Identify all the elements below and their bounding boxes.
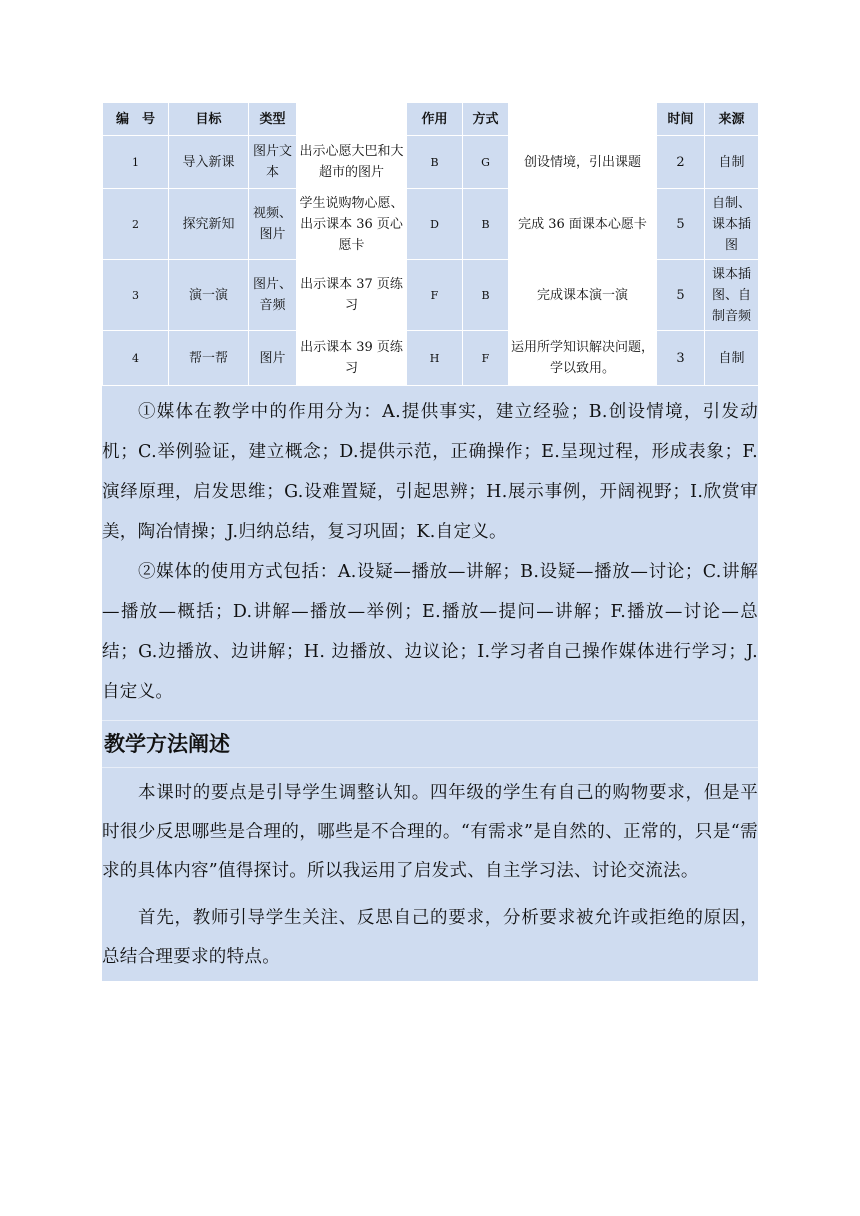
- cell-source: 自制、课本插图: [705, 189, 759, 260]
- cell-activity: 运用所学知识解决问题，学以致用。: [509, 331, 657, 386]
- table-row: [103, 189, 759, 260]
- cell-number: 3: [103, 260, 169, 331]
- cell-type: 图片文本: [249, 136, 297, 189]
- header-number: 编 号: [103, 103, 169, 136]
- header-role: 作用: [407, 103, 463, 136]
- cell-method: B: [463, 260, 509, 331]
- header-goal: 目标: [169, 103, 249, 136]
- cell-goal: 探究新知: [169, 189, 249, 260]
- table-row: [103, 331, 759, 386]
- cell-number: 1: [103, 136, 169, 189]
- cell-role: D: [407, 189, 463, 260]
- cell-time: 2: [657, 136, 705, 189]
- cell-method: G: [463, 136, 509, 189]
- header-activity: [509, 103, 657, 136]
- cell-type: 图片: [249, 331, 297, 386]
- cell-goal: 演一演: [169, 260, 249, 331]
- document-sheet: [102, 102, 758, 981]
- media-table: [102, 102, 759, 386]
- cell-activity: 完成 36 面课本心愿卡: [509, 189, 657, 260]
- cell-role: B: [407, 136, 463, 189]
- cell-time: 5: [657, 189, 705, 260]
- cell-method: F: [463, 331, 509, 386]
- header-content: [297, 103, 407, 136]
- cell-goal: 帮一帮: [169, 331, 249, 386]
- cell-time: 3: [657, 331, 705, 386]
- methods-paragraph: 首先，教师引导学生关注、反思自己的要求，分析要求被允许或拒绝的原因，总结合理要求的特点。: [102, 908, 758, 967]
- header-source: 来源: [705, 103, 759, 136]
- header-type: 类型: [249, 103, 297, 136]
- table-row: [103, 136, 759, 189]
- table-row: [103, 260, 759, 331]
- cell-source: 课本插图、自制音频: [705, 260, 759, 331]
- cell-content: 出示课本 37 页练习: [297, 260, 407, 331]
- cell-number: 2: [103, 189, 169, 260]
- cell-role: H: [407, 331, 463, 386]
- methods-body: [102, 768, 758, 981]
- cell-activity: 完成课本演一演: [509, 260, 657, 331]
- header-method: 方式: [463, 103, 509, 136]
- methods-paragraph: 本课时的要点是引导学生调整认知。四年级的学生有自己的购物要求，但是平时很少反思哪些是合理的，哪些是不合理的。“有需求”是自然的、正常的，只是“需求的具体内容”值得探讨。所以我运用了启发式、自主学习法、讨论交流法。: [102, 783, 758, 881]
- cell-number: 4: [103, 331, 169, 386]
- cell-source: 自制: [705, 136, 759, 189]
- cell-goal: 导入新课: [169, 136, 249, 189]
- cell-content: 出示心愿大巴和大超市的图片: [297, 136, 407, 189]
- table-header-row: [103, 103, 759, 136]
- note-media-methods: ②媒体的使用方式包括：A.设疑—播放—讲解；B.设疑—播放—讨论；C.讲解—播放—概括；D.讲解—播放—举例；E.播放—提问—讲解；F.播放—讨论—总结；G.边播放、边讲解；H. 边播放、边议论；I.学习者自己操作媒体进行学习；J.自定义。: [102, 562, 758, 702]
- cell-type: 视频、图片: [249, 189, 297, 260]
- note-media-roles: ①媒体在教学中的作用分为：A.提供事实，建立经验；B.创设情境，引发动机；C.举例验证，建立概念；D.提供示范，正确操作；E.呈现过程，形成表象；F.演绎原理，启发思维；G.设难置疑，引起思辨；H.展示事例，开阔视野；I.欣赏审美，陶冶情操；J.归纳总结，复习巩固；K.自定义。: [102, 402, 758, 542]
- cell-activity: 创设情境，引出课题: [509, 136, 657, 189]
- cell-method: B: [463, 189, 509, 260]
- cell-role: F: [407, 260, 463, 331]
- media-notes: [102, 386, 758, 721]
- cell-time: 5: [657, 260, 705, 331]
- section-title: 教学方法阐述: [102, 721, 758, 768]
- header-time: 时间: [657, 103, 705, 136]
- cell-type: 图片、音频: [249, 260, 297, 331]
- cell-source: 自制: [705, 331, 759, 386]
- cell-content: 学生说购物心愿、出示课本 36 页心愿卡: [297, 189, 407, 260]
- cell-content: 出示课本 39 页练习: [297, 331, 407, 386]
